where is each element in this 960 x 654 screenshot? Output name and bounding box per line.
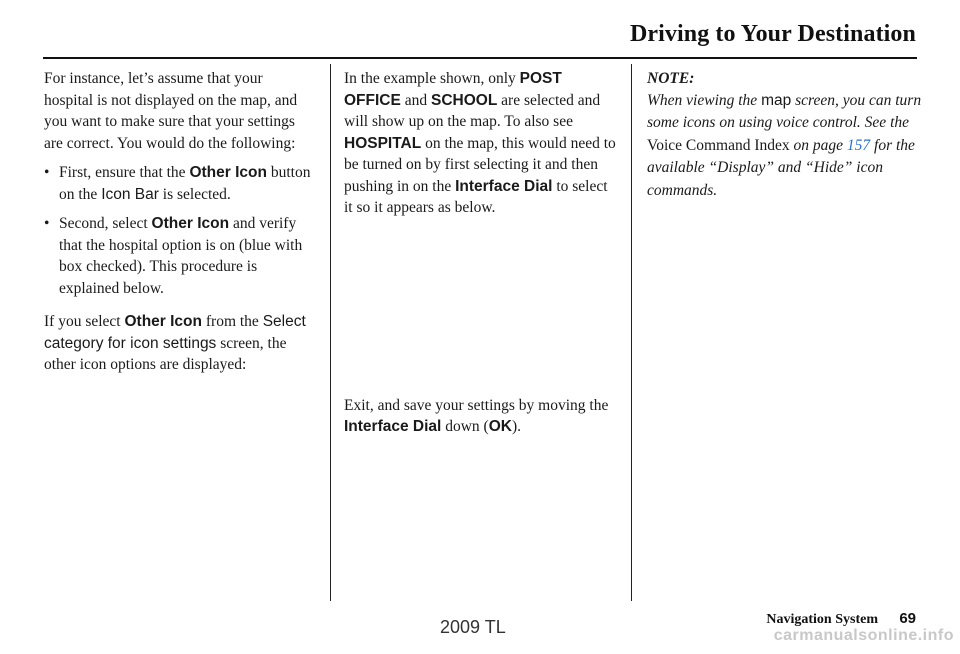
watermark: carmanualsonline.info bbox=[773, 627, 954, 644]
note-heading: NOTE: bbox=[647, 70, 695, 87]
page-title: Driving to Your Destination bbox=[629, 21, 916, 47]
bullet-icon: • bbox=[44, 215, 50, 232]
model-label: 2009 TL bbox=[440, 617, 506, 637]
column-left bbox=[44, 68, 312, 376]
bullet-item: • First, ensure that the Other Icon button on the Icon Bar is selected. bbox=[44, 164, 311, 203]
button-name: Other Icon bbox=[189, 164, 267, 181]
body-paragraph: If you select Other Icon from the Select category for icon settings screen, the other icon options are displayed: bbox=[44, 313, 306, 373]
header-rule bbox=[43, 57, 917, 59]
column-right bbox=[647, 68, 922, 202]
bullet-item: • Second, select Other Icon and verify that the hospital option is on (blue with box checked). This procedure is explained below. bbox=[44, 215, 303, 297]
body-paragraph: In the example shown, only POST OFFICE and SCHOOL are selected and will show up on the map. To also see HOSPITAL on the map, this would need to be turned on by first selecting it and then pushing in on the Interface Dial to select it so it appears as below. bbox=[344, 70, 616, 216]
body-paragraph: Exit, and save your settings by moving the Interface Dial down (OK). bbox=[344, 396, 609, 435]
column-divider bbox=[330, 64, 331, 601]
intro-paragraph: For instance, let’s assume that your hospital is not displayed on the map, and you want to make sure that your settings are correct. You would do the following: bbox=[44, 70, 298, 152]
ui-term: Icon Bar bbox=[101, 185, 159, 203]
footer-section-name: Navigation System bbox=[766, 612, 878, 627]
page-number: 69 bbox=[899, 610, 916, 627]
button-name: Other Icon bbox=[151, 215, 230, 232]
page-link[interactable]: 157 bbox=[846, 136, 871, 154]
column-middle bbox=[344, 68, 620, 438]
note-body: When viewing the map screen, you can turn some icons on using voice control. See the Voice Command Index on page 157 for the available “Display” and “Hide” icon commands. bbox=[647, 91, 922, 199]
column-divider bbox=[631, 64, 632, 601]
bullet-icon: • bbox=[44, 164, 50, 181]
